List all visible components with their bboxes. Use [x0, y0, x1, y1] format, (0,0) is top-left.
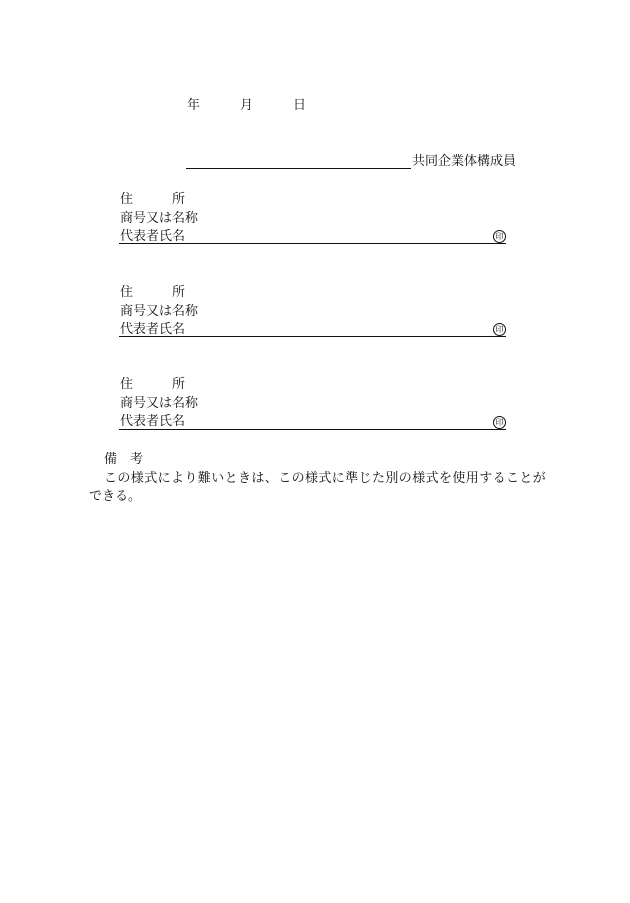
date-month-label: 月	[240, 98, 254, 113]
representative-name-label: 代表者氏名	[120, 322, 186, 337]
address-label: 住 所	[120, 285, 186, 300]
representative-underline	[119, 243, 506, 244]
representative-name-label: 代表者氏名	[120, 414, 186, 429]
representative-name-label: 代表者氏名	[120, 229, 186, 244]
company-name-label: 商号又は名称	[120, 396, 199, 411]
remarks-text-line-2: できる。	[89, 489, 142, 504]
representative-underline	[119, 336, 506, 337]
consortium-name-blank-line	[186, 168, 411, 169]
address-label: 住 所	[120, 192, 186, 207]
address-label: 住 所	[120, 377, 186, 392]
remarks-text-line-1: この様式により難いときは、この様式に準じた別の様式を使用することが	[104, 471, 547, 486]
date-year-label: 年	[187, 98, 201, 113]
remarks-heading: 備 考	[104, 452, 144, 467]
seal-mark-icon: 印	[493, 323, 506, 336]
company-name-label: 商号又は名称	[120, 211, 199, 226]
seal-mark-icon: 印	[493, 416, 506, 429]
company-name-label: 商号又は名称	[120, 304, 199, 319]
representative-underline	[119, 429, 506, 430]
date-day-label: 日	[293, 98, 307, 113]
consortium-member-label: 共同企業体構成員	[412, 154, 517, 169]
seal-mark-icon: 印	[493, 230, 506, 243]
